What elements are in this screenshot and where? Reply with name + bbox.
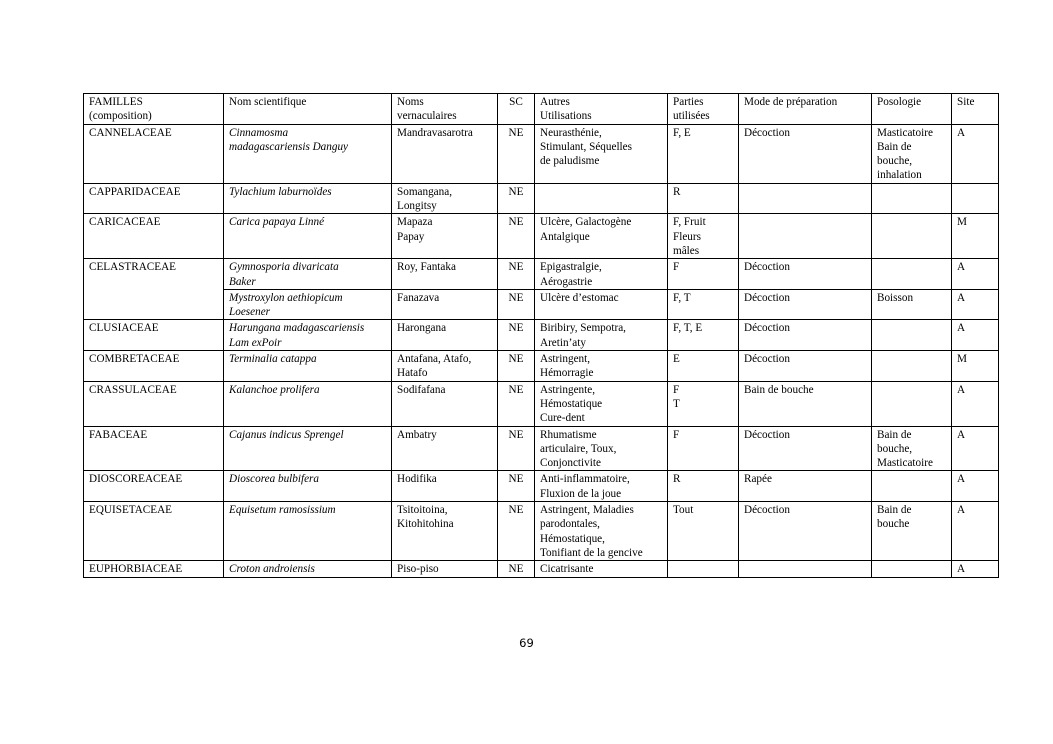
cell-line: Fleurs bbox=[673, 230, 701, 243]
cell-famille bbox=[84, 214, 224, 259]
cell-line: FABACEAE bbox=[89, 428, 148, 441]
cell-site: A bbox=[952, 381, 999, 426]
cell-line: Tsitoitoina, bbox=[397, 504, 448, 517]
cell-line: Hatafo bbox=[397, 367, 428, 380]
cell-noms-vernaculaires bbox=[392, 426, 498, 471]
cell-line: F, T, E bbox=[673, 322, 703, 335]
cell-nom-scientifique bbox=[224, 124, 392, 183]
cell-line: Antafana, Atafo, bbox=[397, 353, 472, 366]
cell-posologie bbox=[872, 183, 952, 214]
cell-line: EQUISETACEAE bbox=[89, 504, 172, 517]
table-row bbox=[84, 320, 999, 351]
cell-line: Fluxion de la joue bbox=[540, 487, 622, 500]
cell-famille bbox=[84, 561, 224, 577]
header-posologie: Posologie bbox=[872, 94, 952, 125]
cell-nom-scientifique bbox=[224, 426, 392, 471]
cell-famille bbox=[84, 124, 224, 183]
cell-line: Astringente, bbox=[540, 383, 595, 396]
cell-line: Neurasthénie, bbox=[540, 126, 602, 139]
cell-noms-vernaculaires bbox=[392, 502, 498, 561]
cell-line: Papay bbox=[397, 230, 425, 243]
cell-noms-vernaculaires bbox=[392, 259, 498, 290]
cell-sc: NE bbox=[498, 320, 535, 351]
cell-line: F, T bbox=[673, 291, 691, 304]
cell-line: CANNELACEAE bbox=[89, 126, 172, 139]
cell-line: Kitohitohina bbox=[397, 518, 454, 531]
cell-nom-scientifique bbox=[224, 381, 392, 426]
cell-sc: NE bbox=[498, 183, 535, 214]
cell-autres-utilisations bbox=[535, 351, 668, 382]
cell-posologie bbox=[872, 471, 952, 502]
cell-site: A bbox=[952, 561, 999, 577]
cell-site bbox=[952, 183, 999, 214]
cell-site: M bbox=[952, 214, 999, 259]
cell-line: CAPPARIDACEAE bbox=[89, 185, 181, 198]
cell-line: Ulcère d’estomac bbox=[540, 291, 619, 304]
cell-line: de paludisme bbox=[540, 155, 600, 168]
cell-famille bbox=[84, 351, 224, 382]
cell-line: Boisson bbox=[877, 291, 914, 304]
cell-parties-utilisees bbox=[668, 214, 739, 259]
cell-line: Décoction bbox=[744, 261, 790, 274]
cell-site: A bbox=[952, 502, 999, 561]
header-sc: SC bbox=[498, 94, 535, 125]
cell-line: COMBRETACEAE bbox=[89, 353, 180, 366]
header-parties-utilisees: Parties utilisées bbox=[668, 94, 739, 125]
cell-famille bbox=[84, 471, 224, 502]
cell-line: CELASTRACEAE bbox=[89, 261, 177, 274]
cell-posologie bbox=[872, 289, 952, 320]
header-site: Site bbox=[952, 94, 999, 125]
cell-nom-scientifique bbox=[224, 561, 392, 577]
cell-line: Cicatrisante bbox=[540, 563, 594, 576]
cell-line: Rapée bbox=[744, 473, 772, 486]
cell-line: mâles bbox=[673, 244, 700, 257]
cell-line: DIOSCOREACEAE bbox=[89, 473, 183, 486]
cell-parties-utilisees bbox=[668, 183, 739, 214]
cell-line: T bbox=[673, 397, 680, 410]
cell-autres-utilisations bbox=[535, 381, 668, 426]
cell-line: CARICACEAE bbox=[89, 216, 161, 229]
cell-mode-preparation bbox=[739, 381, 872, 426]
cell-parties-utilisees bbox=[668, 561, 739, 577]
cell-famille bbox=[84, 381, 224, 426]
cell-parties-utilisees bbox=[668, 124, 739, 183]
cell-line: Tout bbox=[673, 504, 694, 517]
cell-site: A bbox=[952, 426, 999, 471]
cell-line: Lam exPoir bbox=[229, 336, 282, 349]
cell-line: Mystroxylon aethiopicum bbox=[229, 291, 343, 304]
cell-posologie bbox=[872, 381, 952, 426]
cell-mode-preparation bbox=[739, 471, 872, 502]
cell-line: Bain de bbox=[877, 140, 912, 153]
cell-nom-scientifique bbox=[224, 502, 392, 561]
cell-parties-utilisees bbox=[668, 259, 739, 290]
cell-site: A bbox=[952, 289, 999, 320]
cell-line: Masticatoire bbox=[877, 457, 933, 470]
cell-line: Cajanus indicus Sprengel bbox=[229, 428, 344, 441]
cell-nom-scientifique bbox=[224, 289, 392, 320]
cell-sc: NE bbox=[498, 289, 535, 320]
cell-mode-preparation bbox=[739, 426, 872, 471]
cell-noms-vernaculaires bbox=[392, 289, 498, 320]
table-row bbox=[84, 561, 999, 577]
cell-parties-utilisees bbox=[668, 471, 739, 502]
cell-line: Mapaza bbox=[397, 216, 433, 229]
cell-mode-preparation bbox=[739, 124, 872, 183]
cell-line: Aérogastrie bbox=[540, 275, 593, 288]
cell-sc: NE bbox=[498, 214, 535, 259]
cell-line: Longitsy bbox=[397, 200, 437, 213]
cell-line: Mandravasarotra bbox=[397, 126, 473, 139]
cell-line: Gymnosporia divaricata bbox=[229, 261, 339, 274]
cell-posologie bbox=[872, 426, 952, 471]
cell-nom-scientifique bbox=[224, 259, 392, 290]
cell-parties-utilisees bbox=[668, 289, 739, 320]
cell-line: Tonifiant de la gencive bbox=[540, 546, 643, 559]
cell-noms-vernaculaires bbox=[392, 320, 498, 351]
cell-line: CRASSULACEAE bbox=[89, 383, 177, 396]
cell-line: Epigastralgie, bbox=[540, 261, 602, 274]
cell-posologie bbox=[872, 320, 952, 351]
header-mode-preparation: Mode de préparation bbox=[739, 94, 872, 125]
cell-noms-vernaculaires bbox=[392, 381, 498, 426]
cell-site: M bbox=[952, 351, 999, 382]
cell-sc: NE bbox=[498, 259, 535, 290]
cell-line: F, Fruit bbox=[673, 216, 706, 229]
header-familles: FAMILLES (composition) bbox=[84, 94, 224, 125]
cell-line: Rhumatisme bbox=[540, 428, 597, 441]
cell-sc: NE bbox=[498, 426, 535, 471]
header-row bbox=[84, 94, 999, 125]
cell-posologie bbox=[872, 259, 952, 290]
cell-nom-scientifique bbox=[224, 471, 392, 502]
cell-line: Somangana, bbox=[397, 185, 452, 198]
table-row bbox=[84, 381, 999, 426]
table-row bbox=[84, 426, 999, 471]
cell-line: Décoction bbox=[744, 291, 790, 304]
cell-noms-vernaculaires bbox=[392, 183, 498, 214]
cell-line: Piso-piso bbox=[397, 563, 439, 576]
cell-site: A bbox=[952, 320, 999, 351]
cell-line: CLUSIACEAE bbox=[89, 322, 159, 335]
cell-line: Hodifika bbox=[397, 473, 437, 486]
cell-autres-utilisations bbox=[535, 561, 668, 577]
cell-autres-utilisations bbox=[535, 214, 668, 259]
cell-line: Bain de bbox=[877, 428, 912, 441]
cell-line: Aretin’aty bbox=[540, 336, 586, 349]
table-row bbox=[84, 471, 999, 502]
cell-famille bbox=[84, 502, 224, 561]
cell-line: EUPHORBIACEAE bbox=[89, 563, 183, 576]
cell-line: Dioscorea bulbifera bbox=[229, 473, 320, 486]
cell-site: A bbox=[952, 471, 999, 502]
cell-line: Décoction bbox=[744, 126, 790, 139]
cell-mode-preparation bbox=[739, 259, 872, 290]
table-row bbox=[84, 502, 999, 561]
cell-line: E bbox=[673, 353, 680, 366]
cell-line: Carica papaya Linné bbox=[229, 216, 325, 229]
cell-line: R bbox=[673, 185, 681, 198]
table-row bbox=[84, 183, 999, 214]
cell-mode-preparation bbox=[739, 351, 872, 382]
cell-autres-utilisations bbox=[535, 124, 668, 183]
cell-line: Bain de bbox=[877, 504, 912, 517]
cell-posologie bbox=[872, 124, 952, 183]
cell-noms-vernaculaires bbox=[392, 351, 498, 382]
cell-mode-preparation bbox=[739, 502, 872, 561]
header-nom-scientifique: Nom scientifique bbox=[224, 94, 392, 125]
cell-line: Décoction bbox=[744, 504, 790, 517]
cell-line: Ambatry bbox=[397, 428, 437, 441]
cell-nom-scientifique bbox=[224, 351, 392, 382]
cell-line: Astringent, bbox=[540, 353, 591, 366]
cell-line: Astringent, Maladies bbox=[540, 504, 634, 517]
cell-sc: NE bbox=[498, 502, 535, 561]
cell-line: articulaire, Toux, bbox=[540, 442, 617, 455]
cell-nom-scientifique bbox=[224, 214, 392, 259]
cell-line: Conjonctivite bbox=[540, 457, 601, 470]
cell-line: F bbox=[673, 383, 680, 396]
cell-line: F, E bbox=[673, 126, 691, 139]
table-row bbox=[84, 259, 999, 290]
cell-sc: NE bbox=[498, 471, 535, 502]
cell-line: Décoction bbox=[744, 322, 790, 335]
cell-mode-preparation bbox=[739, 183, 872, 214]
cell-posologie bbox=[872, 351, 952, 382]
cell-line: parodontales, bbox=[540, 518, 600, 531]
cell-line: madagascariensis Danguy bbox=[229, 140, 349, 153]
cell-line: Hémostatique bbox=[540, 397, 603, 410]
cell-line: F bbox=[673, 261, 680, 274]
cell-autres-utilisations bbox=[535, 289, 668, 320]
cell-autres-utilisations bbox=[535, 502, 668, 561]
header-noms-vernaculaires: Noms vernaculaires bbox=[392, 94, 498, 125]
cell-parties-utilisees bbox=[668, 426, 739, 471]
cell-line: Antalgique bbox=[540, 230, 590, 243]
cell-mode-preparation bbox=[739, 320, 872, 351]
cell-nom-scientifique bbox=[224, 183, 392, 214]
cell-famille bbox=[84, 426, 224, 471]
cell-parties-utilisees bbox=[668, 320, 739, 351]
cell-line: Harongana bbox=[397, 322, 447, 335]
cell-mode-preparation bbox=[739, 561, 872, 577]
table-row bbox=[84, 351, 999, 382]
cell-line: Anti-inflammatoire, bbox=[540, 473, 630, 486]
table-row bbox=[84, 214, 999, 259]
cell-line: bouche, bbox=[877, 442, 913, 455]
cell-site: A bbox=[952, 259, 999, 290]
cell-line: Décoction bbox=[744, 428, 790, 441]
cell-autres-utilisations bbox=[535, 320, 668, 351]
cell-line: bouche, bbox=[877, 155, 913, 168]
cell-line: Masticatoire bbox=[877, 126, 933, 139]
cell-noms-vernaculaires bbox=[392, 124, 498, 183]
cell-site: A bbox=[952, 124, 999, 183]
cell-line: Bain de bouche bbox=[744, 383, 814, 396]
cell-line: Fanazava bbox=[397, 291, 440, 304]
cell-line: Terminalia catappa bbox=[229, 353, 317, 366]
cell-posologie bbox=[872, 214, 952, 259]
cell-posologie bbox=[872, 502, 952, 561]
cell-autres-utilisations bbox=[535, 471, 668, 502]
cell-noms-vernaculaires bbox=[392, 471, 498, 502]
cell-noms-vernaculaires bbox=[392, 561, 498, 577]
cell-line: Baker bbox=[229, 275, 256, 288]
cell-mode-preparation bbox=[739, 214, 872, 259]
cell-line: Cure-dent bbox=[540, 412, 585, 425]
cell-line: Cinnamosma bbox=[229, 126, 289, 139]
cell-famille bbox=[84, 259, 224, 320]
table-row bbox=[84, 124, 999, 183]
cell-noms-vernaculaires bbox=[392, 214, 498, 259]
cell-parties-utilisees bbox=[668, 351, 739, 382]
cell-famille bbox=[84, 183, 224, 214]
cell-line: Croton androiensis bbox=[229, 563, 315, 576]
cell-line: Roy, Fantaka bbox=[397, 261, 456, 274]
cell-line: bouche bbox=[877, 518, 910, 531]
cell-parties-utilisees bbox=[668, 502, 739, 561]
cell-line: Equisetum ramosissium bbox=[229, 504, 336, 517]
cell-autres-utilisations bbox=[535, 426, 668, 471]
cell-nom-scientifique bbox=[224, 320, 392, 351]
cell-line: F bbox=[673, 428, 680, 441]
cell-posologie bbox=[872, 561, 952, 577]
cell-sc: NE bbox=[498, 561, 535, 577]
cell-line: Décoction bbox=[744, 353, 790, 366]
cell-line: Biribiry, Sempotra, bbox=[540, 322, 626, 335]
cell-line: R bbox=[673, 473, 681, 486]
cell-line: Stimulant, Séquelles bbox=[540, 140, 632, 153]
cell-line: Loesener bbox=[229, 306, 271, 319]
cell-sc: NE bbox=[498, 351, 535, 382]
cell-line: Tylachium laburnoïdes bbox=[229, 185, 332, 198]
header-autres-utilisations: Autres Utilisations bbox=[535, 94, 668, 125]
cell-line: Sodifafana bbox=[397, 383, 446, 396]
cell-famille bbox=[84, 320, 224, 351]
cell-line: Hémorragie bbox=[540, 367, 594, 380]
cell-line: Kalanchoe prolifera bbox=[229, 383, 320, 396]
cell-line: inhalation bbox=[877, 169, 922, 182]
cell-parties-utilisees bbox=[668, 381, 739, 426]
cell-autres-utilisations bbox=[535, 259, 668, 290]
cell-sc: NE bbox=[498, 124, 535, 183]
cell-mode-preparation bbox=[739, 289, 872, 320]
plants-table bbox=[83, 93, 999, 578]
cell-line: Harungana madagascariensis bbox=[229, 322, 365, 335]
page-number: 69 bbox=[519, 636, 534, 650]
cell-line: Hémostatique, bbox=[540, 532, 605, 545]
cell-autres-utilisations bbox=[535, 183, 668, 214]
cell-sc: NE bbox=[498, 381, 535, 426]
cell-line: Ulcère, Galactogène bbox=[540, 216, 632, 229]
